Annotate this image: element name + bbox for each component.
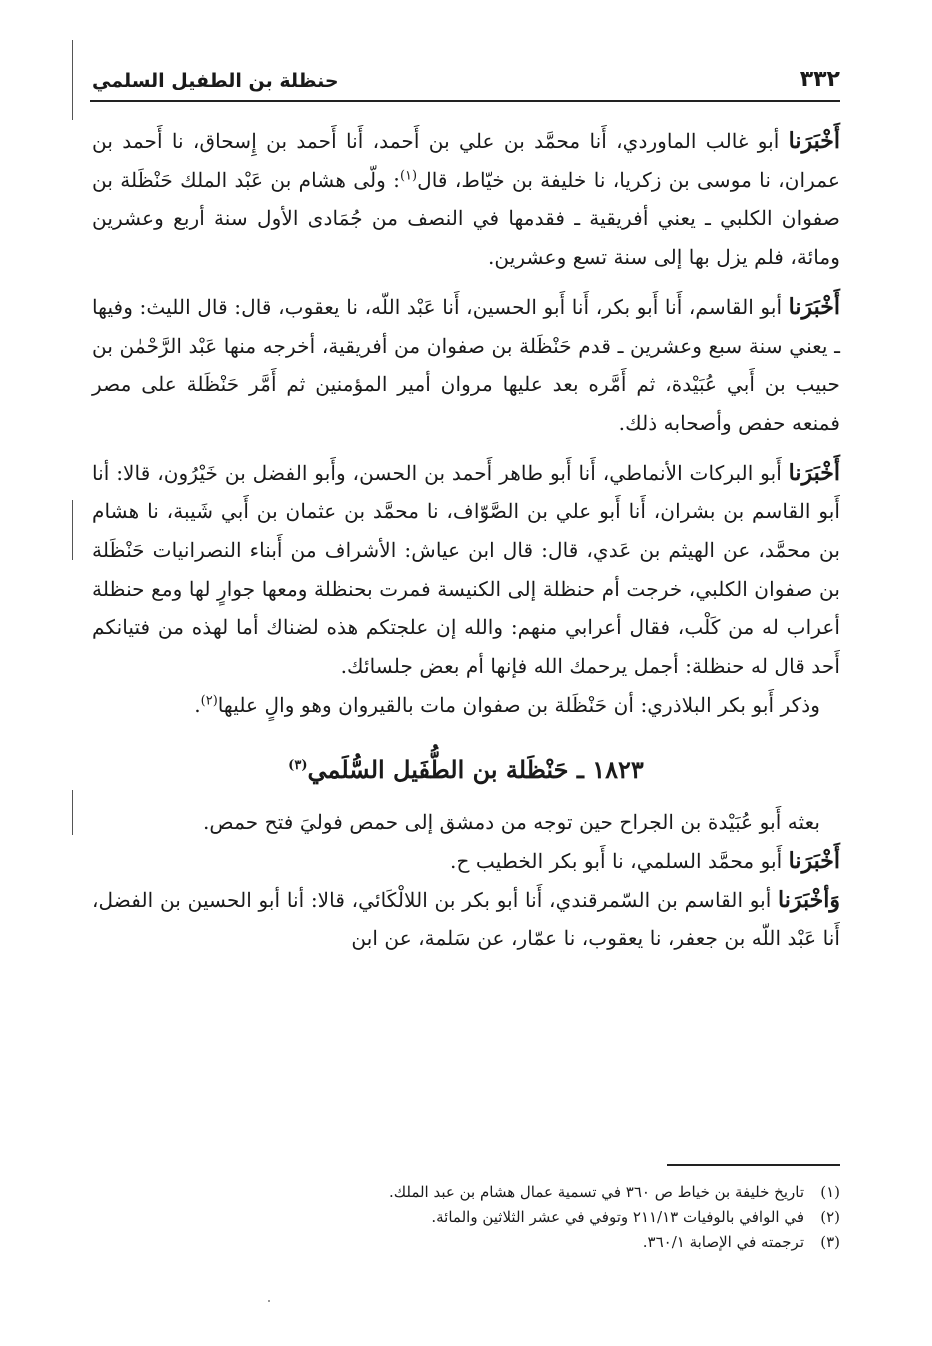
margin-mark xyxy=(72,790,73,835)
paragraph-text: بعثه أَبو عُبَيْدة بن الجراح حين توجه من دمشق إلى حمص فوليَ فتح حمص. xyxy=(202,810,820,835)
footnote-text: تاريخ خليفة بن خياط ص ٣٦٠ في تسمية عمال هشام بن عبد الملك. xyxy=(388,1183,804,1201)
paragraph-text: أَبو البركات الأنماطي، أَنا أَبو طاهر أَحمد بن الحسن، وأَبو الفضل بن خَيْرُون، قالا: أنا أَبو القاسم بن بشران، أَنا أَبو علي بن الصَّوّاف، نا محمَّد بن عثمان بن أَبي شَيبة، نا هشام بن محمَّد، عن الهيثم بن عَدي، قال: قال ابن عياش: الأشراف من أَبناء النصرانيات حَنْظَلة بن صفوان الكلبي، خرجت أم حنظلة إلى الكنيسة فمرت بحنظلة ومعها جوارٍ لها ومع حنظلة أعراب له من كَلْب، فقال أعرابي منهم: والله إن علجتكم هذه لضناك أما لهذه من فتيانكم أَحد قال له حنظلة: أجمل يرحمك الله فإنها أم بعض جلسائك. xyxy=(92,460,840,679)
paragraph-keyword: أَخْبَرَنا xyxy=(788,459,840,486)
margin-mark xyxy=(72,500,73,560)
scan-speck xyxy=(268,1300,270,1302)
paragraph xyxy=(92,842,840,881)
page-number: ٣٣٢ xyxy=(799,67,840,92)
footnotes xyxy=(92,1180,840,1255)
footnote-ref: (٣) xyxy=(288,757,308,773)
margin-mark xyxy=(72,40,73,120)
section-heading-text: ١٨٢٣ ـ حَنْظَلة بن الطُّفَيل السُّلَمي xyxy=(307,754,644,784)
paragraph xyxy=(92,803,840,842)
paragraph-keyword: أَخْبَرَنا xyxy=(788,847,840,874)
paragraph xyxy=(92,288,840,443)
footnote xyxy=(92,1230,840,1255)
paragraph-text: أَبو محمَّد السلمي، نا أَبو بكر الخطيب ح. xyxy=(450,848,789,873)
paragraph-keyword: أَخْبَرَنا xyxy=(788,293,840,320)
footnote-separator xyxy=(667,1164,840,1166)
paragraph xyxy=(92,454,840,686)
paragraph xyxy=(92,881,840,958)
paragraph-text: : ولّى هشام بن عَبْد الملك حَنْظَلة بن صفوان الكلبي ـ يعني أفريقية ـ فقدمها في النصف من جُمَادى الأول سنة أربع وعشرين ومائة، فلم يزل بها إلى سنة تسع وعشرين. xyxy=(92,167,840,270)
paragraph xyxy=(92,122,840,277)
header-rule xyxy=(90,100,840,102)
footnote-mark: (٢) xyxy=(820,1208,840,1226)
footnote-mark: (٣) xyxy=(820,1233,840,1251)
footnote-mark: (١) xyxy=(820,1183,840,1201)
footnote-ref: (١) xyxy=(399,167,418,183)
paragraph-end: . xyxy=(194,692,201,717)
paragraph xyxy=(92,686,840,725)
paragraph-text: أبو القاسم، أَنا أَبو بكر، أَنا أَبو الحسين، أَنا عَبْد اللّه، نا يعقوب، قال: قال الليث: وفيها ـ يعني سنة سبع وعشرين ـ قدم حَنْظَلة بن صفوان من أفريقية، أخرجه منها عَبْد الرَّحْمٰن بن حبيب بن أَبي عُبَيْدة، ثم أَمَّره بعد عليها مروان أمير المؤمنين ثم أَمَّر حَنْظَلة على مصر فمنعه حفص وأصحابه ذلك. xyxy=(92,294,840,435)
paragraph-keyword: وَأخْبَرَنا xyxy=(778,886,840,913)
footnote-text: ترجمته في الإصابة ٣٦٠/١. xyxy=(642,1233,804,1251)
paragraph-text: وذكر أَبو بكر البلاذري: أن حَنْظَلة بن صفوان مات بالقيروان وهو والٍ عليها xyxy=(217,692,820,717)
paragraph-text: أبو القاسم بن السّمرقندي، أَنا أبو بكر بن اللالْكَائي، قالا: أنا أبو الحسين بن الفضل، أَنا عَبْد اللّه بن جعفر، نا يعقوب، نا عمّار، عن سَلمة، عن ابن xyxy=(92,887,840,951)
footnote-ref: (٢) xyxy=(200,693,218,709)
paragraph-keyword: أَخْبَرَنا xyxy=(788,128,840,154)
footnote xyxy=(92,1205,840,1230)
footnote xyxy=(92,1180,840,1205)
section-heading xyxy=(92,751,840,790)
page-header xyxy=(92,62,840,92)
footnote-text: في الوافي بالوفيات ٢١١/١٣ وتوفي في عشر الثلاثين والمائة. xyxy=(431,1208,804,1226)
main-text xyxy=(92,122,840,958)
running-title: حنظلة بن الطفيل السلمي xyxy=(92,70,339,92)
paragraph-text: أبو غالب الماوردي، أَنا محمَّد بن علي بن أَحمد، أَنا أَحمد بن إِسحاق، نا أَحمد بن عمران، نا موسى بن زكريا، نا خليفة بن خيّاط، قال xyxy=(92,129,840,192)
